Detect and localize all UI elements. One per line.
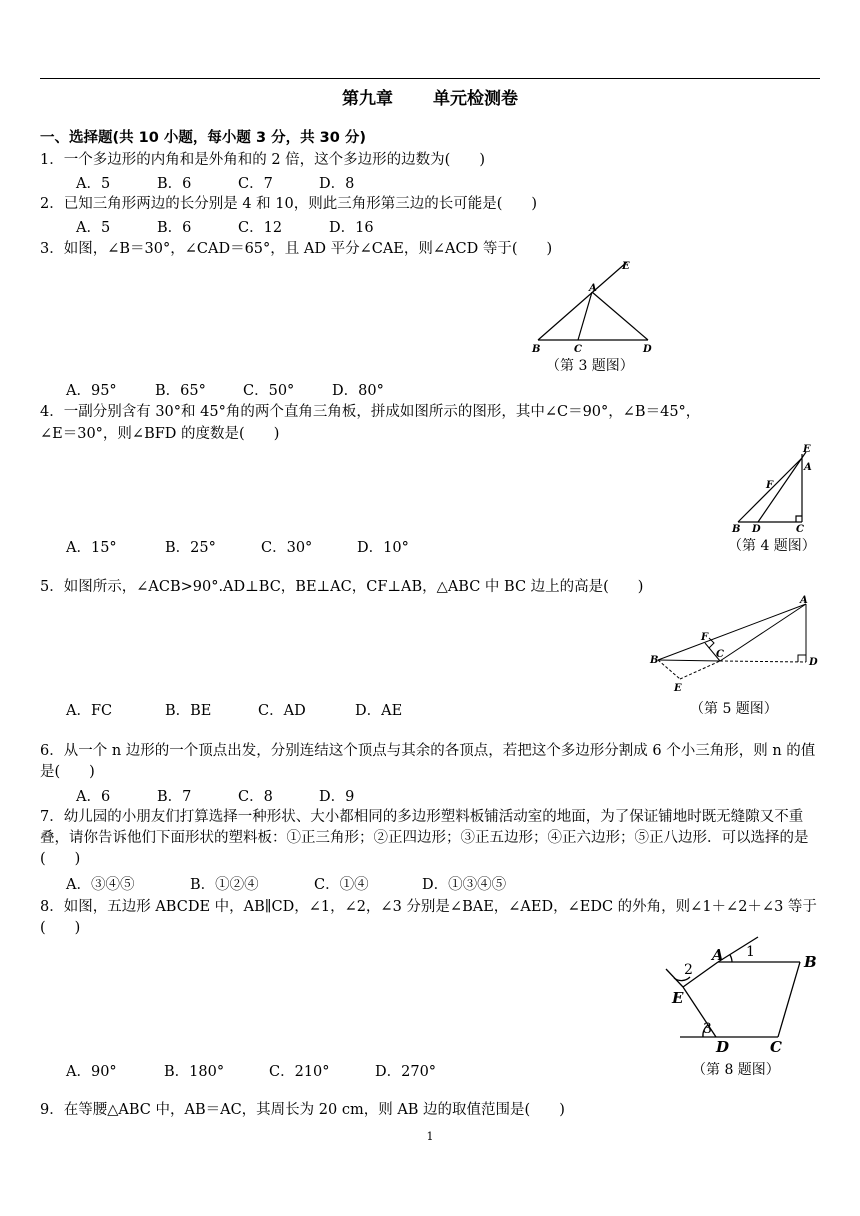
label-f: F xyxy=(701,632,709,643)
label-d: D xyxy=(643,344,652,355)
label-a: A xyxy=(712,946,724,964)
option-d: D．AE xyxy=(355,703,403,719)
option-d: D．80° xyxy=(332,383,384,399)
option-a: A．90° xyxy=(66,1064,117,1080)
option-c: C．①④ xyxy=(314,877,369,893)
option-c: C．50° xyxy=(243,383,295,399)
label-e: E xyxy=(674,683,682,694)
option-a: A．FC xyxy=(66,703,113,719)
option-a: A．③④⑤ xyxy=(66,877,135,893)
option-c: C．30° xyxy=(261,540,313,556)
question-8: 8．如图，五边形 ABCDE 中，AB∥CD，∠1，∠2，∠3 分别是∠BAE，∠AED，∠EDC 的外角，则∠1＋∠2＋∠3 等于( ) xyxy=(40,899,817,936)
question-7: 7．幼儿园的小朋友们打算选择一种形状、大小都相同的多边形塑料板铺活动室的地面，为了保证铺地时既无缝隙又不重叠，请你告诉他们下面形状的塑料板：①正三角形；②正四边形；③正五边形；④正六边形；⑤正八边形．可以选择的是( ) xyxy=(40,809,809,867)
label-e: E xyxy=(672,989,684,1007)
label-b: B xyxy=(650,655,659,666)
option-a: A．6 xyxy=(76,789,111,805)
label-d: D xyxy=(716,1038,730,1056)
option-d: D．270° xyxy=(375,1064,437,1080)
option-d: D．10° xyxy=(357,540,409,556)
chapter-label: 第九章 xyxy=(342,89,393,109)
question-3: 3．如图，∠B＝30°，∠CAD＝65°，且 AD 平分∠CAE，则∠ACD 等于( ) xyxy=(40,241,553,257)
option-a: A．5 xyxy=(76,220,111,236)
option-c: C．8 xyxy=(238,789,273,805)
label-d: D xyxy=(809,657,818,668)
label-e: E xyxy=(803,444,811,455)
option-b: B．①②④ xyxy=(190,877,259,893)
question-1: 1．一个多边形的内角和是外角和的 2 倍，这个多边形的边数为( ) xyxy=(40,152,485,168)
label-c: C xyxy=(574,344,582,355)
angle-2-label: 2 xyxy=(684,962,693,978)
figure-3 xyxy=(530,258,652,358)
figure-5-caption: （第 5 题图） xyxy=(690,701,778,717)
section-heading: 一、选择题(共 10 小题，每小题 3 分，共 30 分) xyxy=(40,130,366,146)
label-b: B xyxy=(804,953,817,971)
label-a: A xyxy=(589,283,597,294)
angle-3-label: 3 xyxy=(703,1021,712,1037)
question-4-line-1: 4．一副分别含有 30°和 45°角的两个直角三角板，拼成如图所示的图形，其中∠C＝90°，∠B＝45°， xyxy=(40,404,701,420)
label-b: B xyxy=(732,524,741,535)
angle-1-label: 1 xyxy=(746,944,755,960)
label-a: A xyxy=(800,595,808,606)
figure-8 xyxy=(660,935,830,1057)
option-b: B．7 xyxy=(157,789,192,805)
option-c: C．AD xyxy=(258,703,306,719)
label-f: F xyxy=(766,480,774,491)
option-a: A．95° xyxy=(66,383,117,399)
label-c: C xyxy=(796,524,804,535)
label-a: A xyxy=(804,462,812,473)
option-b: B．65° xyxy=(155,383,206,399)
option-b: B．25° xyxy=(165,540,216,556)
label-c: C xyxy=(716,649,724,660)
figure-8-caption: （第 8 题图） xyxy=(692,1062,780,1078)
figure-3-caption: （第 3 题图） xyxy=(546,358,634,374)
option-b: B．BE xyxy=(165,703,212,719)
option-c: C．7 xyxy=(238,176,273,192)
option-b: B．6 xyxy=(157,220,192,236)
label-e: E xyxy=(622,261,630,272)
test-title: 单元检测卷 xyxy=(433,89,518,109)
header-rule xyxy=(40,78,820,79)
option-d: D．①③④⑤ xyxy=(422,877,507,893)
option-c: C．210° xyxy=(269,1064,330,1080)
question-4-line-2: ∠E＝30°，则∠BFD 的度数是( ) xyxy=(40,426,280,442)
label-c: C xyxy=(770,1038,782,1056)
option-d: D．9 xyxy=(319,789,355,805)
option-d: D．8 xyxy=(319,176,355,192)
question-9: 9．在等腰△ABC 中，AB＝AC，其周长为 20 cm，则 AB 边的取值范围是( ) xyxy=(40,1102,565,1118)
option-b: B．180° xyxy=(164,1064,225,1080)
figure-4-caption: （第 4 题图） xyxy=(728,538,816,554)
option-a: A．15° xyxy=(66,540,117,556)
question-5: 5．如图所示，∠ACB>90°.AD⊥BC，BE⊥AC，CF⊥AB，△ABC 中 BC 边上的高是( ) xyxy=(40,579,644,595)
option-a: A．5 xyxy=(76,176,111,192)
label-b: B xyxy=(532,344,541,355)
figure-4 xyxy=(730,440,820,536)
figure-5 xyxy=(650,595,820,695)
option-b: B．6 xyxy=(157,176,192,192)
label-d: D xyxy=(752,524,761,535)
option-d: D．16 xyxy=(329,220,374,236)
page-title xyxy=(0,84,860,109)
question-6: 6．从一个 n 边形的一个顶点出发，分别连结这个顶点与其余的各顶点，若把这个多边形分割成 6 个小三角形，则 n 的值是( ) xyxy=(40,743,816,780)
option-c: C．12 xyxy=(238,220,283,236)
question-2: 2．已知三角形两边的长分别是 4 和 10，则此三角形第三边的长可能是( ) xyxy=(40,196,538,212)
page-number: 1 xyxy=(426,1130,434,1143)
